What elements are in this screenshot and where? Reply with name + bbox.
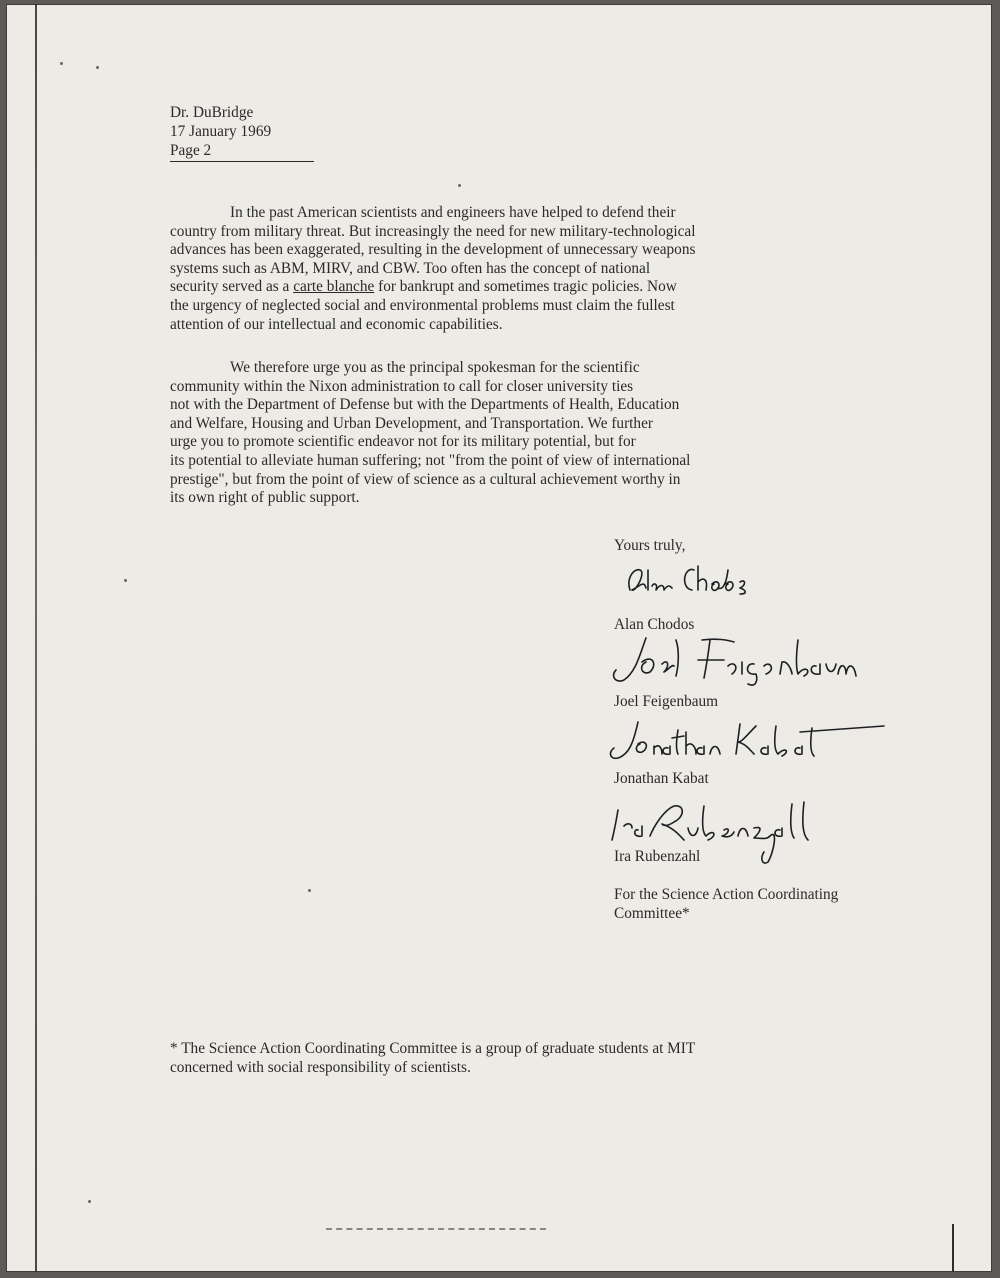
signatory-name-3: Jonathan Kabat (614, 770, 709, 787)
speck (96, 66, 99, 69)
paragraph-1 (170, 204, 940, 334)
underlined-phrase: carte blanche (293, 278, 375, 296)
page-number: Page 2 (170, 142, 314, 162)
paragraph-line: its potential to alleviate human suffering; not "from the point of view of international (170, 451, 691, 469)
edge-mark (952, 1224, 954, 1272)
signature-chodos (618, 560, 778, 600)
text-fragment: security served as a (170, 278, 294, 296)
paragraph-line: urge you to promote scientific endeavor not for its military potential, but for (170, 433, 636, 451)
speck (60, 62, 63, 65)
speck (124, 579, 127, 582)
closing: Yours truly, (614, 537, 686, 554)
signatory-name-4: Ira Rubenzahl (614, 848, 701, 865)
footnote (170, 1040, 695, 1077)
signature-kabat (604, 714, 894, 764)
paragraph-line: prestige", but from the point of view of science as a cultural achievement worthy in (170, 470, 681, 488)
signatory-name-2: Joel Feigenbaum (614, 693, 719, 710)
paragraph-2 (170, 359, 940, 508)
letter-page (6, 4, 992, 1272)
committee-line: Committee* (614, 904, 690, 922)
letter-date: 17 January 1969 (170, 123, 272, 140)
text-fragment: for bankrupt and sometimes tragic policies. Now (374, 278, 677, 296)
letter-header (170, 104, 314, 161)
paragraph-line: not with the Department of Defense but with the Departments of Health, Education (170, 396, 680, 414)
recipient: Dr. DuBridge (170, 104, 254, 121)
paragraph-line: In the past American scientists and engineers have helped to defend their (230, 204, 676, 221)
paragraph-line: its own right of public support. (170, 489, 360, 507)
paragraph-line (170, 278, 940, 297)
paragraph-line: the urgency of neglected social and environmental problems must claim the fullest (170, 296, 675, 314)
footnote-line: * The Science Action Coordinating Committee is a group of graduate students at MIT (170, 1040, 696, 1057)
bottom-dashes (326, 1228, 546, 1230)
paragraph-line: systems such as ABM, MIRV, and CBW. Too often has the concept of national (170, 259, 651, 277)
speck (88, 1200, 91, 1203)
speck (458, 184, 461, 187)
paragraph-line: and Welfare, Housing and Urban Development, and Transportation. We further (170, 414, 653, 432)
footnote-line: concerned with social responsibility of scientists. (170, 1058, 471, 1076)
paragraph-line: advances has been exaggerated, resulting in the development of unnecessary weapons (170, 241, 696, 259)
paragraph-line: We therefore urge you as the principal spokesman for the scientific (230, 359, 640, 376)
committee-line: For the Science Action Coordinating (614, 886, 839, 903)
committee-attribution (614, 886, 838, 923)
punch-hole-edge (35, 4, 37, 1272)
signatory-name-1: Alan Chodos (614, 616, 695, 633)
signature-feigenbaum (606, 632, 866, 690)
paragraph-line: country from military threat. But increasingly the need for new military-technological (170, 222, 696, 240)
paragraph-line: attention of our intellectual and economic capabilities. (170, 315, 503, 333)
speck (308, 889, 311, 892)
paragraph-line: community within the Nixon administration to call for closer university ties (170, 377, 634, 395)
